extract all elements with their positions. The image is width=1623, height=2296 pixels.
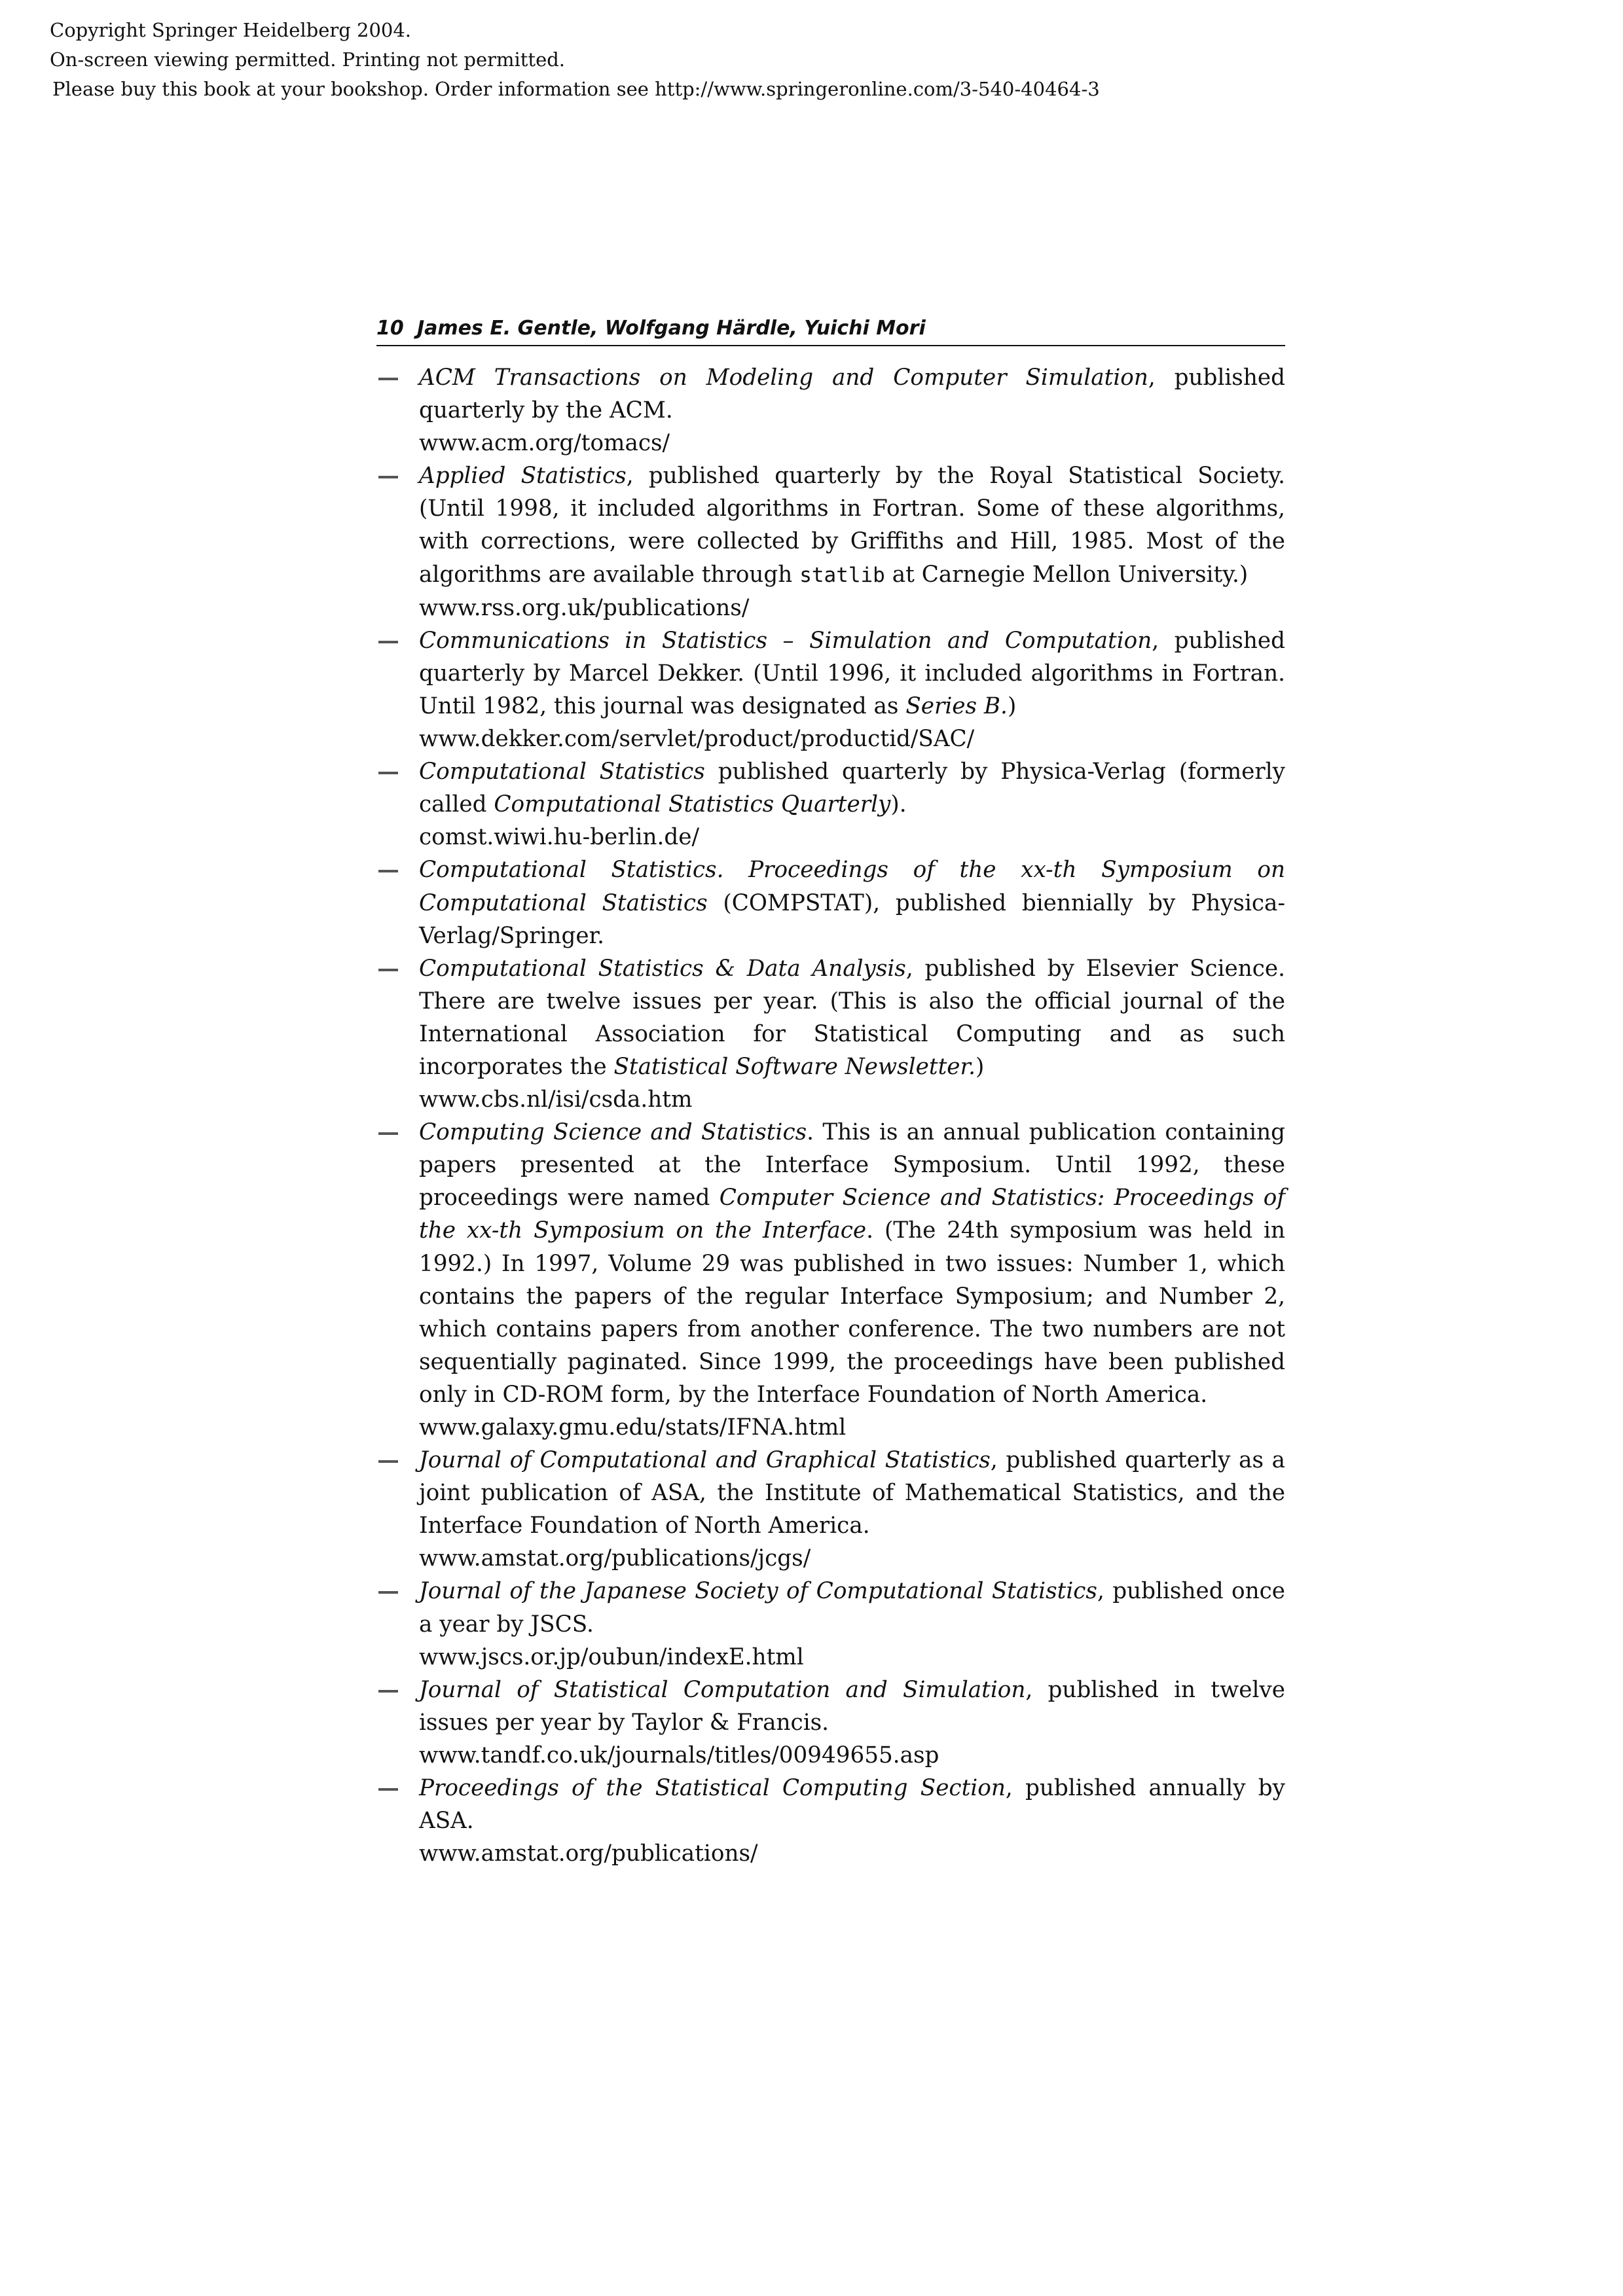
journal-url[interactable]: www.rss.org.uk/publications/ [419, 594, 750, 621]
running-head [376, 312, 1285, 346]
order-information-line: Please buy this book at your bookshop. Order information see http://www.springeronline.com/3-540-40464-3 [52, 78, 1100, 100]
copyright-line: Copyright Springer Heidelberg 2004. [50, 19, 412, 41]
journal-url[interactable]: www.amstat.org/publications/jcgs/ [419, 1545, 811, 1572]
entry-description: , published quarterly as a joint publication of ASA, the Institute of Mathematical Statistics, and the Interface Foundation of North America. [419, 1447, 1285, 1539]
list-item [376, 361, 1285, 459]
entry-description: , published once a year by JSCS. [419, 1578, 1285, 1638]
dash-bullet [378, 378, 398, 380]
list-item [376, 1674, 1285, 1772]
italic-term: Computer Science and Statistics: Proceedings of the xx-th Symposium on the Interface [419, 1185, 1286, 1244]
list-item [376, 1575, 1285, 1673]
dash-bullet [378, 1460, 398, 1463]
dash-bullet [378, 870, 398, 872]
journal-url[interactable]: www.amstat.org/publications/ [419, 1840, 758, 1867]
entry-description-end: . (The 24th symposium was held in 1992.) In 1997, Volume 29 was published in two issues: Number 1, which contains the papers of the regular Interface Symposium; and Number 2, which contains papers from another conference. The two numbers are not sequentially paginated. Since 1999, the proceedings have been published only in CD-ROM form, by the Interface Foundation of North America. [419, 1217, 1286, 1408]
journal-url[interactable]: www.galaxy.gmu.edu/stats/IFNA.html [419, 1414, 847, 1441]
list-item [376, 952, 1285, 1116]
entry-description-end: at Carnegie Mellon University.) [884, 561, 1249, 588]
entry-text [419, 1674, 1285, 1739]
list-item [376, 459, 1285, 624]
code-term: statlib [799, 563, 885, 587]
running-head-authors: James E. Gentle, Wolfgang Härdle, Yuichi Mori [417, 317, 926, 340]
italic-term: Statistical Software Newsletter. [613, 1053, 976, 1080]
journal-title: Journal of Computational and Graphical Statistics [419, 1447, 991, 1474]
list-item [376, 1444, 1285, 1575]
list-item [376, 853, 1285, 952]
entry-description: , published by Elsevier Science. There are twelve issues per year. (This is also the official journal of the International Association for Statistical Computing and as such incorporates the [419, 955, 1285, 1080]
page-number: 10 [376, 317, 404, 340]
entry-text [419, 952, 1285, 1083]
journal-url[interactable]: www.tandf.co.uk/journals/titles/00949655.asp [419, 1742, 939, 1768]
entry-description-end: ) [976, 1053, 985, 1080]
dash-bullet [378, 641, 398, 643]
entry-description: , published quarterly by Marcel Dekker. (Until 1996, it included algorithms in Fortran. Until 1982, this journal was designated as [419, 627, 1285, 719]
dash-bullet [378, 1591, 398, 1594]
entry-description: published quarterly by Physica-Verlag (formerly called [419, 759, 1285, 818]
dash-bullet [378, 476, 398, 478]
entry-description-end: ). [890, 791, 907, 818]
copyright-notice [50, 16, 1228, 104]
list-item [376, 1772, 1285, 1870]
italic-term: Series B. [905, 692, 1008, 719]
dash-bullet [378, 969, 398, 971]
entry-text [419, 1575, 1285, 1640]
entry-text [419, 1116, 1285, 1411]
entry-description: , published quarterly by the Royal Statistical Society. (Until 1998, it included algorithms in Fortran. Some of these algorithms, with corrections, were collected by Griffiths and Hill, 1985. Most of the algorithms are available through [419, 463, 1285, 588]
entry-description-end: ) [1007, 692, 1017, 719]
entry-description: , published quarterly by the ACM. [419, 365, 1285, 424]
list-item [376, 755, 1285, 853]
journal-title: Proceedings of the Statistical Computing Section [419, 1775, 1006, 1802]
journal-url[interactable]: www.dekker.com/servlet/product/productid/SAC/ [419, 726, 975, 753]
journal-title: Journal of Statistical Computation and Simulation [419, 1676, 1026, 1703]
journal-title: Computational Statistics. Proceedings of the xx-th Symposium on Computational Statistics [419, 857, 1285, 916]
dash-bullet [378, 1788, 398, 1791]
entry-text [419, 624, 1285, 723]
entry-description: (COMPSTAT), published biennially by Physica-Verlag/Springer. [419, 889, 1285, 949]
entry-description: . This is an annual publication containing papers presented at the Interface Symposium. Until 1992, these proceedings were named [419, 1119, 1286, 1211]
entry-description: , published in twelve issues per year by Taylor & Francis. [419, 1676, 1285, 1736]
journal-title: Applied Statistics [419, 463, 627, 490]
entry-text [419, 1444, 1285, 1542]
entry-text [419, 459, 1285, 591]
entry-text [419, 1772, 1285, 1837]
italic-term: Computational Statistics Quarterly [494, 791, 891, 818]
journal-list [376, 361, 1285, 1870]
dash-bullet [378, 772, 398, 774]
journal-url[interactable]: www.cbs.nl/isi/csda.htm [419, 1086, 693, 1113]
journal-title: Journal of the Japanese Society of Computational Statistics [419, 1578, 1097, 1605]
journal-title: Computational Statistics [419, 759, 705, 785]
journal-url[interactable]: comst.wiwi.hu-berlin.de/ [419, 824, 699, 851]
entry-text [419, 755, 1285, 821]
journal-title: Communications in Statistics – Simulation and Computation [419, 627, 1152, 654]
journal-title: ACM Transactions on Modeling and Computer Simulation [419, 365, 1148, 391]
list-item [376, 1116, 1285, 1444]
entry-description: , published annually by ASA. [419, 1775, 1285, 1835]
dash-bullet [378, 1690, 398, 1693]
viewing-permission-line: On-screen viewing permitted. Printing not permitted. [50, 48, 566, 71]
journal-url[interactable]: www.jscs.or.jp/oubun/indexE.html [419, 1643, 804, 1670]
list-item [376, 624, 1285, 755]
entry-text [419, 361, 1285, 427]
entry-text [419, 853, 1285, 952]
journal-title: Computational Statistics & Data Analysis [419, 955, 906, 982]
journal-title: Computing Science and Statistics [419, 1119, 807, 1146]
journal-url[interactable]: www.acm.org/tomacs/ [419, 430, 670, 457]
dash-bullet [378, 1132, 398, 1135]
